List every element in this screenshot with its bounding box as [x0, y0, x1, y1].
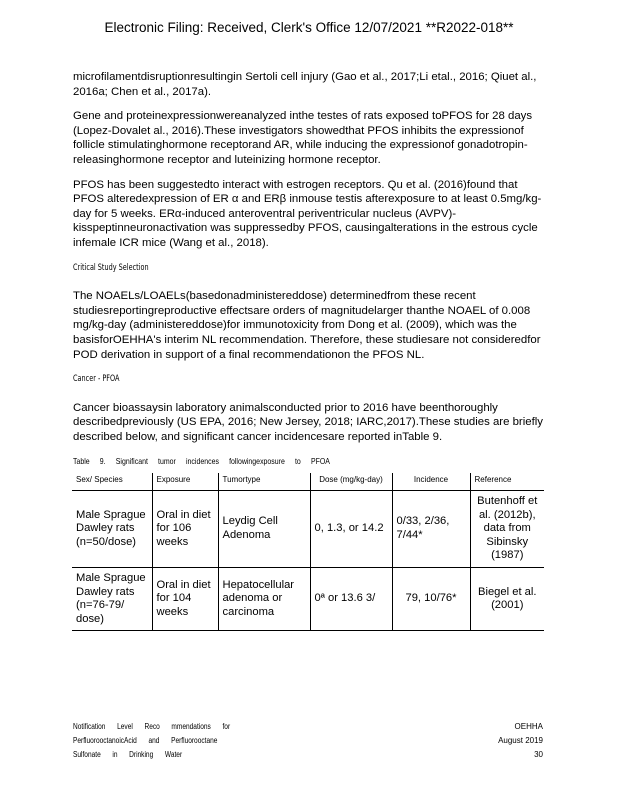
- cell-dose: 0, 1.3, or 14.2: [310, 491, 392, 568]
- paragraph-3: PFOS has been suggestedto interact with estrogen receptors. Qu et al. (2016)found that PFOS alteredexpression of ER α and ERβ inmouse testis afterexposure to at least 0.5mg/kg-day for 5 weeks. ERα-induced anteroventral periventricular nucleus (AVPV)-kisspeptinneuronactivation was suppressedby PFOS, causingalterations in the estrous cycle infemale ICR mice (Wang et al., 2018).: [73, 178, 542, 249]
- cell-exposure: Oral in diet for 104 weeks: [152, 568, 218, 631]
- header-sex-species: Sex/ Species: [72, 473, 152, 491]
- cell-tumor-type: Leydig Cell Adenoma: [218, 491, 310, 568]
- footer-title-line-3: Sulfonate in Drinking Water: [73, 750, 183, 759]
- header-dose: Dose (mg/kg-day): [310, 473, 392, 491]
- page-footer: [73, 720, 543, 762]
- header-tumor-type: Tumortype: [218, 473, 310, 491]
- header-reference: Reference: [470, 473, 544, 491]
- paragraph-1: microfilamentdisruptionresultingin Sertoli cell injury (Gao et al., 2017;Li etal., 2016; Qiuet al., 2016a; Chen et al., 2017a).: [73, 71, 537, 98]
- cell-sex-species: Male Sprague Dawley rats (n=50/dose): [72, 491, 152, 568]
- cell-incidence: 0/33, 2/36, 7/44*: [392, 491, 470, 568]
- cell-tumor-type: Hepatocellular adenoma or carcinoma: [218, 568, 310, 631]
- footer-title-line-2: PerfluorooctanoicAcid and Perfluorooctane: [73, 736, 218, 745]
- cell-sex-species: Male Sprague Dawley rats (n=76-79/ dose): [72, 568, 152, 631]
- paragraph-critical-study: The NOAELs/LOAELs(basedonadministereddose) determinedfrom these recent studiesreportingreproductive effectsare orders of magnitudelarger thanthe NOAEL of 0.008 mg/kg-day (administereddose)for immunotoxicity from Dong et al. (2009), which was the basisforOEHHA's interim NL recommendation. Therefore, these studiesare not consideredfor POD derivation in support of a final recommendationon the PFOS NL.: [73, 290, 541, 361]
- cell-dose: 0ª or 13.6 3/: [310, 568, 392, 631]
- table-header-row: [72, 473, 544, 491]
- cell-reference: Butenhoff et al. (2012b), data from Sibinsky (1987): [470, 491, 544, 568]
- cell-exposure: Oral in diet for 106 weeks: [152, 491, 218, 568]
- table-row: [72, 568, 544, 631]
- footer-agency: OEHHA: [514, 722, 543, 731]
- tumor-incidence-table: [72, 473, 544, 631]
- header-exposure: Exposure: [152, 473, 218, 491]
- table-row: [72, 491, 544, 568]
- paragraph-2: Gene and proteinexpressionwereanalyzed inthe testes of rats exposed toPFOS for 28 days (Lopez-Dovalet al., 2016).These investigators showedthat PFOS inhibits the expressionof follicle stimulatinghormone receptorand AR, while inducing the expressionof gonadotropin-releasinghormone receptor and luteinizing hormone receptor.: [73, 110, 533, 166]
- page-header: Electronic Filing: Received, Clerk's Office 12/07/2021 **R2022-018**: [104, 20, 514, 35]
- footer-date: August 2019: [498, 736, 543, 745]
- section-heading-cancer-pfoa: Cancer - PFOA: [73, 374, 120, 385]
- section-heading-critical-study: Critical Study Selection: [73, 262, 149, 273]
- footer-title-line-1: Notification Level Reco mmendations for: [73, 722, 231, 731]
- page-number: 30: [534, 750, 543, 759]
- table-caption: Table 9. Significant tumor incidences followingexposure to PFOA: [73, 456, 330, 467]
- cell-reference: Biegel et al. (2001): [470, 568, 544, 631]
- header-incidence: Incidence: [392, 473, 470, 491]
- paragraph-cancer-pfoa: Cancer bioassaysin laboratory animalsconducted prior to 2016 have beenthoroughly describedpreviously (US EPA, 2016; New Jersey, 2018; IARC,2017).These studies are briefly described below, and significant cancer incidencesare reported inTable 9.: [73, 401, 543, 443]
- document-body: [73, 70, 543, 631]
- cell-incidence: 79, 10/76*: [392, 568, 470, 631]
